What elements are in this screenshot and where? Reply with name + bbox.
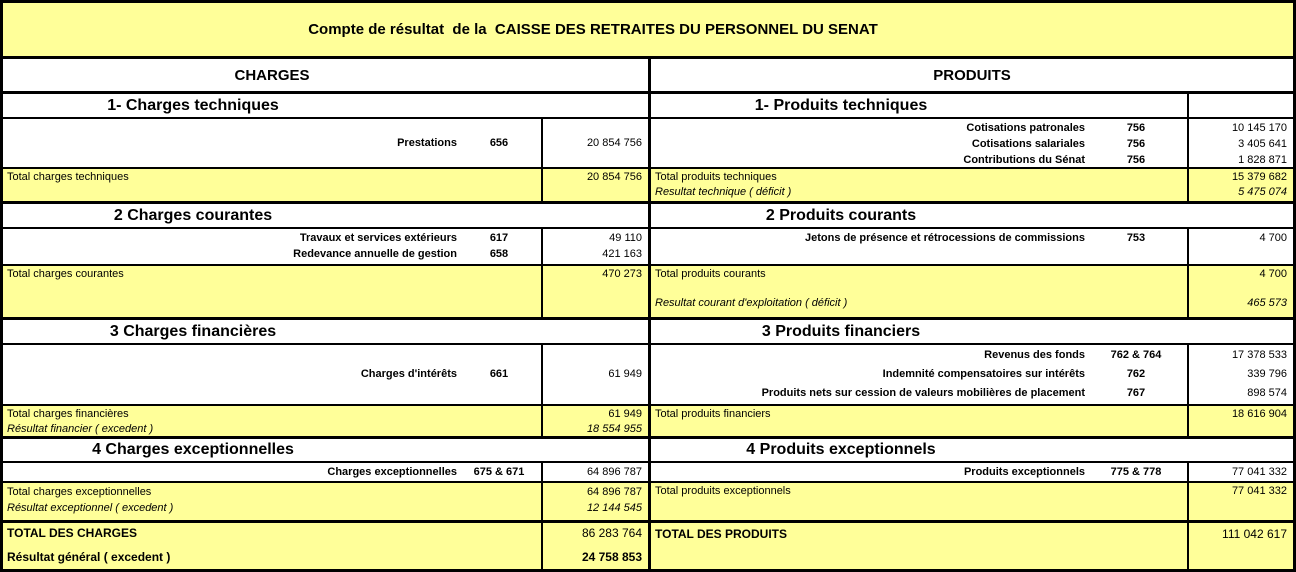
line-item-value: 64 896 787	[586, 466, 642, 478]
line-item-label: Revenus des fonds	[984, 349, 1085, 361]
general-result-value: 24 758 853	[581, 550, 642, 564]
grand-total-charges-value: 86 283 764	[581, 526, 642, 540]
general-result-label: Résultat général ( excedent )	[7, 550, 171, 564]
line-item	[3, 230, 541, 246]
line-item-value: 61 949	[608, 368, 642, 380]
line-item	[651, 136, 1187, 152]
line-item-label: Charges exceptionnelles	[327, 466, 457, 478]
account-code: 756	[1126, 138, 1146, 150]
line-item-value: 421 163	[602, 248, 642, 260]
title-row	[3, 3, 1293, 59]
line-item-label: Charges d'intérêts	[360, 368, 457, 380]
line-item	[651, 230, 1187, 246]
result-row-value: 465 573	[1247, 297, 1287, 309]
line-item-label: Travaux et services extérieurs	[299, 232, 457, 244]
total-row-label: Total charges financières	[7, 408, 129, 420]
empty-value-cell	[1187, 94, 1293, 117]
line-item-label: Indemnité compensatoires sur intérêts	[882, 368, 1085, 380]
line-item-value: 17 378 533	[1231, 349, 1287, 361]
result-row-value: 5 475 074	[1238, 186, 1287, 198]
result-row-label: Résultat exceptionnel ( excedent )	[7, 502, 174, 514]
section-1-detail-row	[3, 119, 1293, 169]
section-4-detail-row	[3, 463, 1293, 483]
charges-section-2-heading: 2 Charges courantes	[113, 206, 273, 224]
produits-section-1-heading: 1- Produits techniques	[754, 96, 928, 114]
line-item-value: 77 041 332	[1231, 466, 1287, 478]
account-code: 762	[1126, 368, 1146, 380]
section-1-heading-row	[3, 94, 1293, 119]
produits-section-2-heading: 2 Produits courants	[765, 206, 917, 224]
account-code: 756	[1126, 154, 1146, 166]
produits-section-3-heading: 3 Produits financiers	[761, 322, 921, 340]
line-item-label: Jetons de présence et rétrocessions de commissions	[804, 232, 1085, 244]
account-code: 656	[489, 137, 509, 149]
total-row-label: Total charges exceptionnelles	[7, 486, 152, 498]
line-item-label: Prestations	[397, 137, 457, 149]
account-code: 775 & 778	[1110, 466, 1162, 478]
line-item	[651, 464, 1187, 480]
line-item	[3, 464, 541, 480]
produits-column	[651, 59, 1293, 91]
produits-section-4-heading: 4 Produits exceptionnels	[746, 441, 936, 458]
account-code: 661	[489, 368, 509, 380]
line-item-value: 3 405 641	[1238, 138, 1287, 150]
total-row-value: 470 273	[602, 268, 642, 280]
charges-column-header: CHARGES	[234, 66, 310, 84]
account-code: 756	[1126, 122, 1146, 134]
line-item-value: 20 854 756	[586, 137, 642, 149]
section-3-total-row	[3, 406, 1293, 439]
line-item-label: Produits nets sur cession de valeurs mobilières de placement	[761, 387, 1085, 399]
account-code: 767	[1126, 387, 1146, 399]
section-3-detail-row	[3, 345, 1293, 406]
line-item-label: Produits exceptionnels	[963, 466, 1085, 478]
line-item	[651, 384, 1187, 403]
section-3-heading-row	[3, 320, 1293, 345]
section-4-heading-row	[3, 439, 1293, 463]
total-row-label: Total charges techniques	[7, 171, 129, 183]
line-item-label: Contributions du Sénat	[963, 154, 1085, 166]
section-1-total-row	[3, 169, 1293, 204]
account-code: 675 & 671	[473, 466, 525, 478]
result-row-value: 18 554 955	[586, 423, 642, 435]
account-code: 658	[489, 248, 509, 260]
report-title: Compte de résultat de la CAISSE DES RETRAITES DU PERSONNEL DU SENAT	[308, 21, 878, 38]
line-item-value: 1 828 871	[1238, 154, 1287, 166]
grand-total-produits-value: 111 042 617	[1222, 527, 1287, 541]
line-item-value: 10 145 170	[1231, 122, 1287, 134]
total-row-label: Total charges courantes	[7, 268, 124, 280]
total-row-value: 20 854 756	[586, 171, 642, 183]
line-item	[651, 346, 1187, 365]
result-row-value: 12 144 545	[586, 502, 642, 514]
line-item-label: Cotisations patronales	[966, 122, 1085, 134]
charges-column	[3, 59, 651, 91]
account-code: 753	[1126, 232, 1146, 244]
column-header-row	[3, 59, 1293, 94]
line-item-value: 4 700	[1259, 232, 1287, 244]
total-row-value: 4 700	[1259, 268, 1287, 280]
total-row-label: Total produits exceptionnels	[655, 485, 791, 497]
line-item	[3, 365, 541, 384]
grand-total-charges-label: TOTAL DES CHARGES	[7, 526, 138, 540]
produits-column-header: PRODUITS	[933, 66, 1011, 84]
line-item	[651, 120, 1187, 136]
line-item	[3, 135, 541, 151]
total-row-value: 77 041 332	[1231, 485, 1287, 497]
grand-total-produits-label: TOTAL DES PRODUITS	[655, 527, 788, 541]
line-item-value: 898 574	[1247, 387, 1287, 399]
section-2-detail-row	[3, 229, 1293, 266]
total-row-label: Total produits courants	[655, 268, 766, 280]
line-item	[651, 152, 1187, 168]
grand-total-row	[3, 523, 1293, 569]
total-row-label: Total produits financiers	[655, 408, 771, 420]
total-row-value: 61 949	[608, 408, 642, 420]
charges-section-4-heading: 4 Charges exceptionnelles	[92, 441, 294, 458]
charges-section-1-heading: 1- Charges techniques	[107, 96, 279, 114]
section-2-heading-row	[3, 204, 1293, 229]
total-row-label: Total produits techniques	[655, 171, 777, 183]
line-item-label: Redevance annuelle de gestion	[293, 248, 457, 260]
result-row-label: Résultat financier ( excedent )	[7, 423, 154, 435]
total-row-value: 15 379 682	[1231, 171, 1287, 183]
total-row-value: 64 896 787	[586, 486, 642, 498]
line-item-value: 49 110	[609, 232, 642, 244]
result-row-label: Resultat technique ( déficit )	[655, 186, 792, 198]
total-row-value: 18 616 904	[1231, 408, 1287, 420]
line-item-value: 339 796	[1247, 368, 1287, 380]
line-item-label: Cotisations salariales	[971, 138, 1085, 150]
account-code: 762 & 764	[1110, 349, 1162, 361]
section-4-total-row	[3, 483, 1293, 523]
section-2-total-row	[3, 266, 1293, 320]
result-row-label: Resultat courant d'exploitation ( déficit )	[655, 297, 848, 309]
account-code: 617	[489, 232, 509, 244]
line-item	[651, 365, 1187, 384]
charges-section-3-heading: 3 Charges financières	[109, 322, 277, 340]
line-item	[3, 246, 541, 262]
